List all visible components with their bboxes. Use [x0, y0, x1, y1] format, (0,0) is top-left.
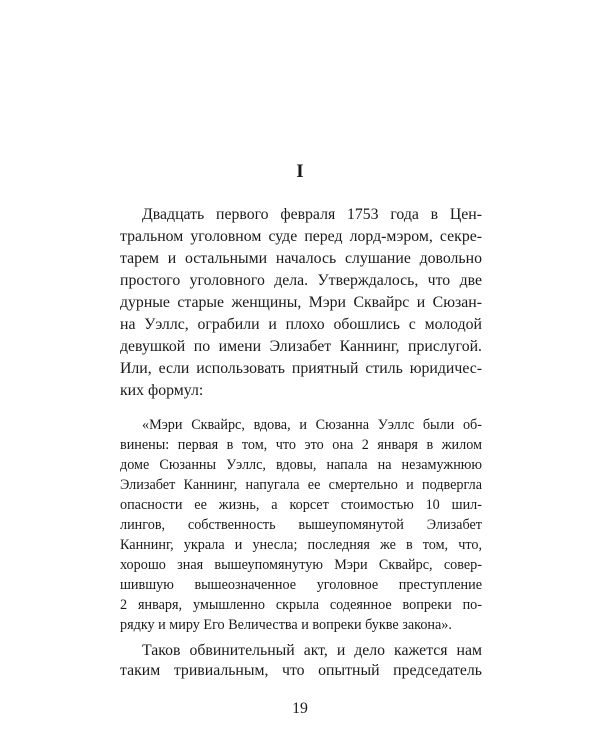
quote-line: опасности ее жизнь, а корсет стоимостью 10 шил- [120, 497, 482, 513]
quote-line: рядку и миру Его Величества и вопреки букве закона». [120, 617, 452, 633]
quote-line: «Мэри Сквайрс, вдова, и Сюзанна Уэллс были об- [142, 417, 482, 433]
text-line: на Уэллс, ограбили и плохо обошлись с молодой [120, 316, 482, 333]
text-line: Таков обвинительный акт, и дело кажется нам [142, 642, 482, 659]
text-line: Двадцать первого февраля 1753 года в Цен- [142, 206, 482, 223]
text-line: тарем и остальными началось слушание довольно [120, 250, 482, 267]
chapter-number: I [296, 161, 304, 182]
text-line: дурные старые женщины, Мэри Сквайрс и Сюзан- [120, 294, 482, 311]
quote-line: винены: первая в том, что это она 2 января в жилом [120, 437, 482, 453]
quote-line: лингов, собственность вышеупомянутой Элизабет [120, 517, 482, 533]
quote-line: Элизабет Каннинг, напугала ее смертельно и подвергла [120, 477, 482, 493]
text-line: девушкой по имени Элизабет Каннинг, прислугой. [120, 338, 482, 355]
text-line: ких формул: [120, 382, 204, 399]
text-line: тральном уголовном суде перед лорд-мэром, секре- [120, 228, 482, 245]
quote-line: хорошо зная вышеупомянутую Мэри Сквайрс, совер- [120, 557, 482, 573]
text-line: простого уголовного дела. Утверждалось, что две [120, 272, 482, 289]
quote-line: Каннинг, украла и унесла; последняя же в том, что, [120, 537, 482, 553]
page-number: 19 [292, 700, 308, 717]
quote-line: 2 января, умышленно скрыла содеянное вопреки по- [120, 597, 482, 613]
text-line: таким тривиальным, что опытный председатель [120, 662, 482, 679]
quote-line: доме Сюзанны Уэллс, вдовы, напала на незамужнюю [120, 457, 482, 473]
quote-line: шившую вышеозначенное уголовное преступление [120, 577, 482, 593]
text-line: Или, если использовать приятный стиль юридичес- [120, 360, 482, 377]
